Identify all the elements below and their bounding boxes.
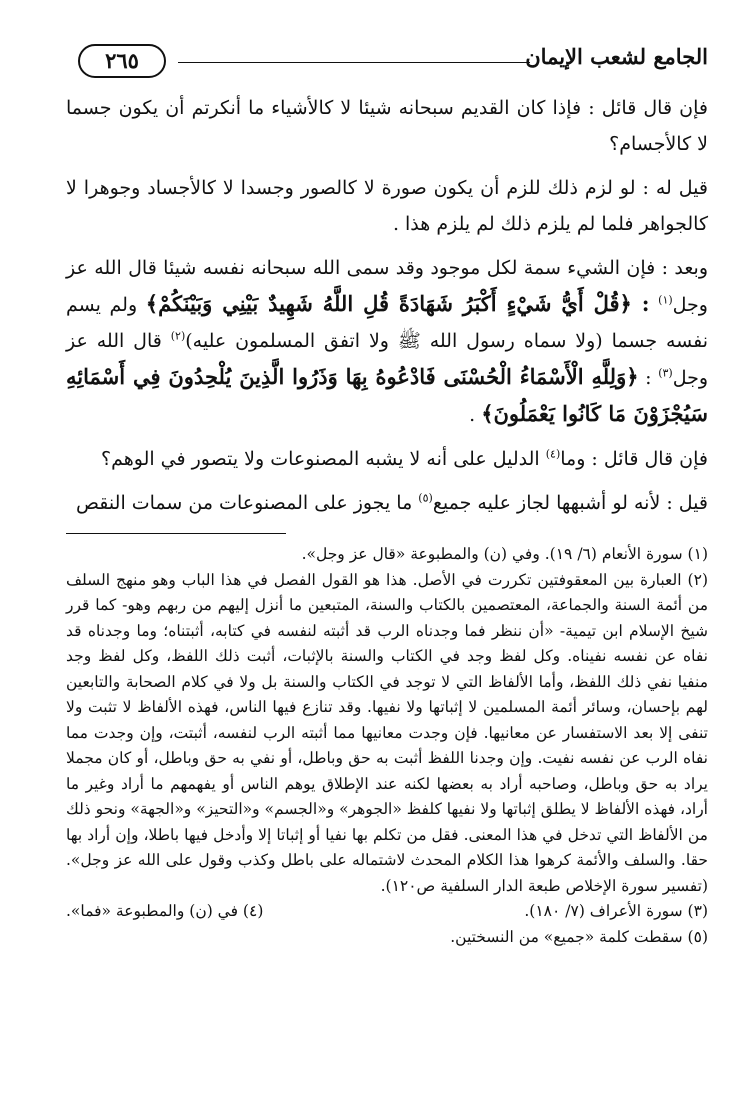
- paragraph-4-text-a: فإن قال قائل : وما: [560, 448, 708, 470]
- footnote-divider: [66, 533, 286, 534]
- paragraph-3-text-b: ولم يسم نفسه جسما (ولا سماه رسول الله ﷺ ولا اتفق المسلمون عليه): [66, 294, 708, 352]
- footnote-5: (٥) سقطت كلمة «جميع» من النسختين.: [450, 927, 708, 946]
- footnote-1: (١) سورة الأنعام (٦/ ١٩). وفي (ن) والمطبوعة «قال عز وجل».: [301, 545, 708, 563]
- header-rule: [178, 62, 530, 63]
- footnote-ref-1[interactable]: (١): [658, 293, 673, 307]
- footnote-3: (٣) سورة الأعراف (٧/ ١٨٠).: [524, 902, 708, 920]
- paragraph-4: [66, 441, 708, 477]
- main-text: [66, 90, 708, 521]
- footnote-ref-4[interactable]: (٤): [545, 447, 561, 461]
- quran-verse-anam: : ﴿قُلْ أَيُّ شَيْءٍ أَكْبَرُ شَهَادَةً قُلِ اللَّهُ شَهِيدٌ بَيْنِي وَبَيْنَكُمْ﴾: [145, 291, 650, 316]
- page-header: [66, 40, 708, 82]
- paragraph-3-colon: :: [645, 367, 652, 389]
- running-title: الجامع لشعب الإيمان: [525, 44, 708, 69]
- quran-verse-araf: ﴿وَلِلَّهِ الْأَسْمَاءُ الْحُسْنَى فَادْعُوهُ بِهَا وَذَرُوا الَّذِينَ يُلْحِدُونَ فِي أَسْمَائِهِ سَيُجْزَوْنَ مَا كَانُوا يَعْمَلُونَ﴾: [66, 364, 708, 426]
- paragraph-4-text-b: الدليل على أنه لا يشبه المصنوعات ولا يتصور في الوهم؟: [101, 448, 540, 470]
- footnote-ref-2[interactable]: (٢): [170, 329, 186, 343]
- footnote-row-3-4: [66, 899, 708, 925]
- footnote-2: (٢) العبارة بين المعقوفتين تكررت في الأصل. هذا هو القول الفصل في هذا الباب وهو منهج السلف من أئمة السنة والجماعة، المعتصمين بالكتاب والسنة، المتبعين ما أنزل إليهم من ربهم وهو- كما قرر شيخ الإسلام ابن تيمية- «أن ننظر فما وجدناه الرب قد أثبته لنفسه في كتابه، أثبتناه؛ وما وجدناه قد نفاه عن نفسه نفيناه. وكل لفظ وجد في الكتاب والسنة بالإثبات، أثبت ذلك اللفظ، وكل لفظ وجد منفيا نفي ذلك اللفظ، وأما الألفاظ التي لا توجد في الكتاب والسنة بل ولا في كلام الصحابة والتابعين لهم بإحسان، وسائر أئمة المسلمين لا إثباتها ولا نفيها. وقد تنازع فيها الناس، فهذه الألفاظ لا تثبت ولا تنفى إلا بعد الاستفسار عن معانيها. فإن وجدت معانيها مما أثبته الرب لنفسه، أثبتت، وإن وجدت مما نفاه الرب عن نفسه نفيت. وإن وجدنا اللفظ أثبت به حق وباطل، أو نفي به حق وباطل، أو كان مجملا يراد به حق وباطل، وصاحبه أراد به بعضها لكنه عند الإطلاق يوهم الناس أو يفهمهم ما أراد وغير ما أراد، فهذه الألفاظ لا يطلق إثباتها ولا نفيها كلفظ «الجوهر» و«الجسم» و«التحيز» و«الجهة» ونحو ذلك من الألفاظ التي تدخل في هذا المعنى. فقل من تكلم بها نفيا أو إثباتا إلا وأدخل فيها باطلا، وإن أراد بها حقا. والسلف والأئمة كرهوا هذا الكلام المحدث لاشتماله على باطل وكذب وقول على الله عز وجل». (تفسير سورة الإخلاص طبعة الدار السلفية ص١٢٠).: [66, 570, 708, 895]
- book-page: [66, 40, 708, 950]
- footnote-4: (٤) في (ن) والمطبوعة «فما».: [66, 902, 264, 920]
- paragraph-3-text-a: وبعد : فإن الشيء سمة لكل موجود وقد سمى الله سبحانه نفسه شيئا قال الله عز وجل: [66, 257, 708, 316]
- footnote-ref-3[interactable]: (٣): [658, 366, 673, 380]
- paragraph-2: قيل له : لو لزم ذلك للزم أن يكون صورة لا كالصور وجسدا لا كالأجساد وجوهرا لا كالجواهر فلما لم يلزم ذلك لم يلزم هذا .: [66, 177, 708, 235]
- footnote-ref-5[interactable]: (٥): [418, 491, 433, 505]
- paragraph-1: فإن قال قائل : فإذا كان القديم سبحانه شيئا لا كالأشياء ما أنكرتم أن يكون جسما لا كالأجسام؟: [66, 97, 708, 155]
- paragraph-5: [66, 485, 708, 521]
- paragraph-5-text-b: ما يجوز على المصنوعات من سمات النقص: [76, 492, 413, 514]
- page-number-badge: ٢٦٥: [78, 44, 166, 78]
- footnotes-section: [66, 542, 708, 950]
- paragraph-5-text-a: قيل : لأنه لو أشبهها لجاز عليه جميع: [432, 492, 708, 514]
- paragraph-3: [66, 250, 708, 433]
- paragraph-3-text-c: قال الله عز وجل: [66, 330, 709, 389]
- paragraph-3-end: .: [469, 404, 476, 426]
